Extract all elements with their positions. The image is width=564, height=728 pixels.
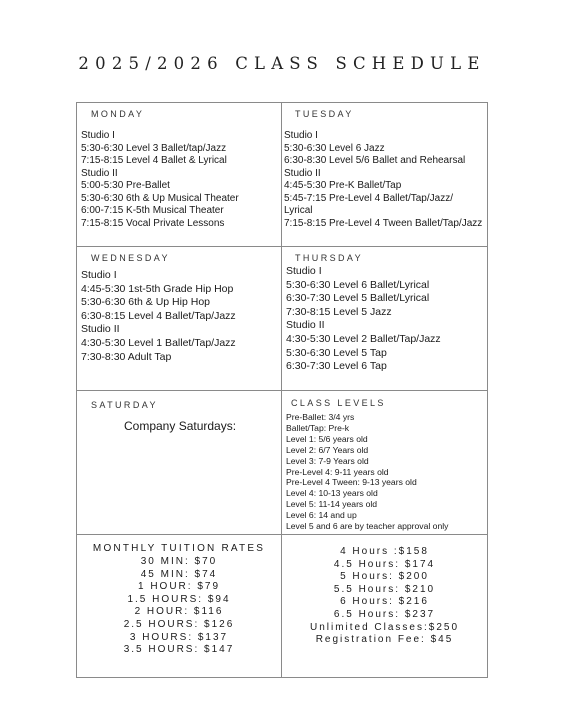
schedule-line: Studio I xyxy=(81,130,115,141)
row-divider xyxy=(77,534,487,535)
schedule-line: Ballet/Tap: Pre-k xyxy=(286,422,350,433)
schedule-line: 2 HOUR: $116 xyxy=(134,606,224,618)
schedule-line: 5 Hours: $200 xyxy=(340,571,429,583)
schedule-line: 6:00-7:15 K-5th Musical Theater xyxy=(81,205,224,216)
schedule-line: Level 3: 7-9 Years old xyxy=(286,455,369,466)
schedule-line: 6:30-8:15 Level 4 Ballet/Tap/Jazz xyxy=(81,309,236,322)
schedule-line: Unlimited Classes:$250 xyxy=(309,621,460,633)
schedule-line: 6:30-7:30 Level 6 Tap xyxy=(286,360,387,373)
schedule-line: Lyrical xyxy=(284,205,313,216)
wednesday-lines xyxy=(81,269,236,364)
schedule-line: Studio II xyxy=(284,167,321,179)
schedule-line: 4:45-5:30 1st-5th Grade Hip Hop xyxy=(81,282,234,295)
thursday-lines xyxy=(286,265,441,374)
saturday-text: Company Saturdays: xyxy=(124,419,237,433)
schedule-grid xyxy=(76,102,488,678)
schedule-line: 5:30-6:30 Level 5 Tap xyxy=(286,346,387,359)
schedule-line: 5.5 Hours: $210 xyxy=(333,583,436,595)
schedule-line: 7:15-8:15 Vocal Private Lessons xyxy=(81,217,225,229)
schedule-line: 5:30-6:30 6th & Up Musical Theater xyxy=(81,192,239,204)
schedule-line: 5:30-6:30 Level 3 Ballet/tap/Jazz xyxy=(81,142,227,154)
schedule-line: 45 MIN: $74 xyxy=(140,568,218,580)
schedule-line: 7:15-8:15 Pre-Level 4 Tween Ballet/Tap/Jazz xyxy=(284,217,483,229)
tuition-more-cell xyxy=(282,546,487,647)
schedule-line: 7:15-8:15 Level 4 Ballet & Lyrical xyxy=(81,155,227,166)
schedule-line: Level 6: 14 and up xyxy=(286,510,357,521)
schedule-line: 30 MIN: $70 xyxy=(140,556,218,567)
thursday-heading: THURSDAY xyxy=(295,253,364,263)
schedule-line: 2.5 HOURS: $126 xyxy=(123,618,235,630)
tuesday-heading: TUESDAY xyxy=(295,109,354,119)
schedule-line: 1.5 HOURS: $94 xyxy=(127,593,231,605)
schedule-line: 7:30-8:15 Level 5 Jazz xyxy=(286,305,392,318)
schedule-line: Studio II xyxy=(81,323,120,336)
thursday-cell xyxy=(295,253,363,263)
monday-cell xyxy=(91,109,144,119)
schedule-line: 5:30-6:30 6th & Up Hip Hop xyxy=(81,296,210,309)
row-divider xyxy=(77,246,487,247)
schedule-line: 4:30-5:30 Level 2 Ballet/Tap/Jazz xyxy=(286,332,441,345)
wednesday-heading: WEDNESDAY xyxy=(91,253,170,263)
schedule-line: Level 2: 6/7 Years old xyxy=(286,444,369,455)
schedule-line: 7:30-8:30 Adult Tap xyxy=(81,350,172,363)
schedule-line: 5:45-7:15 Pre-Level 4 Ballet/Tap/Jazz/ xyxy=(284,192,453,204)
schedule-line: Level 1: 5/6 years old xyxy=(286,433,368,444)
schedule-line: Pre-Level 4: 9-11 years old xyxy=(286,466,389,477)
tuition-heading: MONTHLY TUITION RATES xyxy=(92,543,266,554)
schedule-line: 3 HOURS: $137 xyxy=(129,631,229,643)
schedule-line: Studio I xyxy=(284,130,318,141)
row-divider xyxy=(77,390,487,391)
tuesday-cell xyxy=(295,109,354,119)
schedule-line: Pre-Level 4 Tween: 9-13 years old xyxy=(286,477,417,488)
schedule-line: 4:45-5:30 Pre-K Ballet/Tap xyxy=(284,180,402,191)
monday-lines xyxy=(81,130,239,230)
tuition-rates xyxy=(77,556,281,657)
tuition-rates-more xyxy=(282,546,487,647)
schedule-line: Studio I xyxy=(286,265,322,277)
schedule-line: 6 Hours: $216 xyxy=(340,596,429,608)
class-levels-heading: CLASS LEVELS xyxy=(291,398,386,408)
schedule-line: 5:30-6:30 Level 6 Jazz xyxy=(284,142,385,154)
saturday-cell xyxy=(91,400,158,410)
wednesday-cell xyxy=(91,253,170,263)
page-title: 2025/2026 CLASS SCHEDULE xyxy=(78,54,486,73)
schedule-line: Pre-Ballet: 3/4 yrs xyxy=(286,412,355,422)
schedule-line: Level 4: 10-13 years old xyxy=(286,488,378,499)
schedule-line: 4.5 Hours: $174 xyxy=(333,558,436,570)
saturday-heading: SATURDAY xyxy=(91,400,158,410)
schedule-line: Registration Fee: $45 xyxy=(315,634,454,646)
schedule-line: Level 5: 11-14 years old xyxy=(286,499,378,510)
schedule-line: 6:30-7:30 Level 5 Ballet/Lyrical xyxy=(286,292,430,305)
schedule-line: 5:30-6:30 Level 6 Ballet/Lyrical xyxy=(286,278,430,291)
schedule-line: Studio II xyxy=(81,167,118,179)
schedule-line: 5:00-5:30 Pre-Ballet xyxy=(81,180,170,191)
schedule-line: 6.5 Hours: $237 xyxy=(333,608,436,620)
tuesday-lines xyxy=(284,130,482,230)
schedule-line: 4:30-5:30 Level 1 Ballet/Tap/Jazz xyxy=(81,336,236,349)
tuition-cell xyxy=(77,543,281,657)
schedule-line: Studio I xyxy=(81,269,117,281)
schedule-line: 6:30-8:30 Level 5/6 Ballet and Rehearsal xyxy=(284,155,466,166)
class-levels-lines xyxy=(286,412,448,532)
schedule-line: 3.5 HOURS: $147 xyxy=(123,644,235,656)
schedule-line: 4 Hours :$158 xyxy=(340,546,429,557)
schedule-line: Studio II xyxy=(286,319,325,332)
monday-heading: MONDAY xyxy=(91,109,145,119)
schedule-line: Level 5 and 6 are by teacher approval only xyxy=(286,521,449,532)
class-levels-cell xyxy=(291,398,386,408)
schedule-line: 1 HOUR: $79 xyxy=(137,581,221,593)
